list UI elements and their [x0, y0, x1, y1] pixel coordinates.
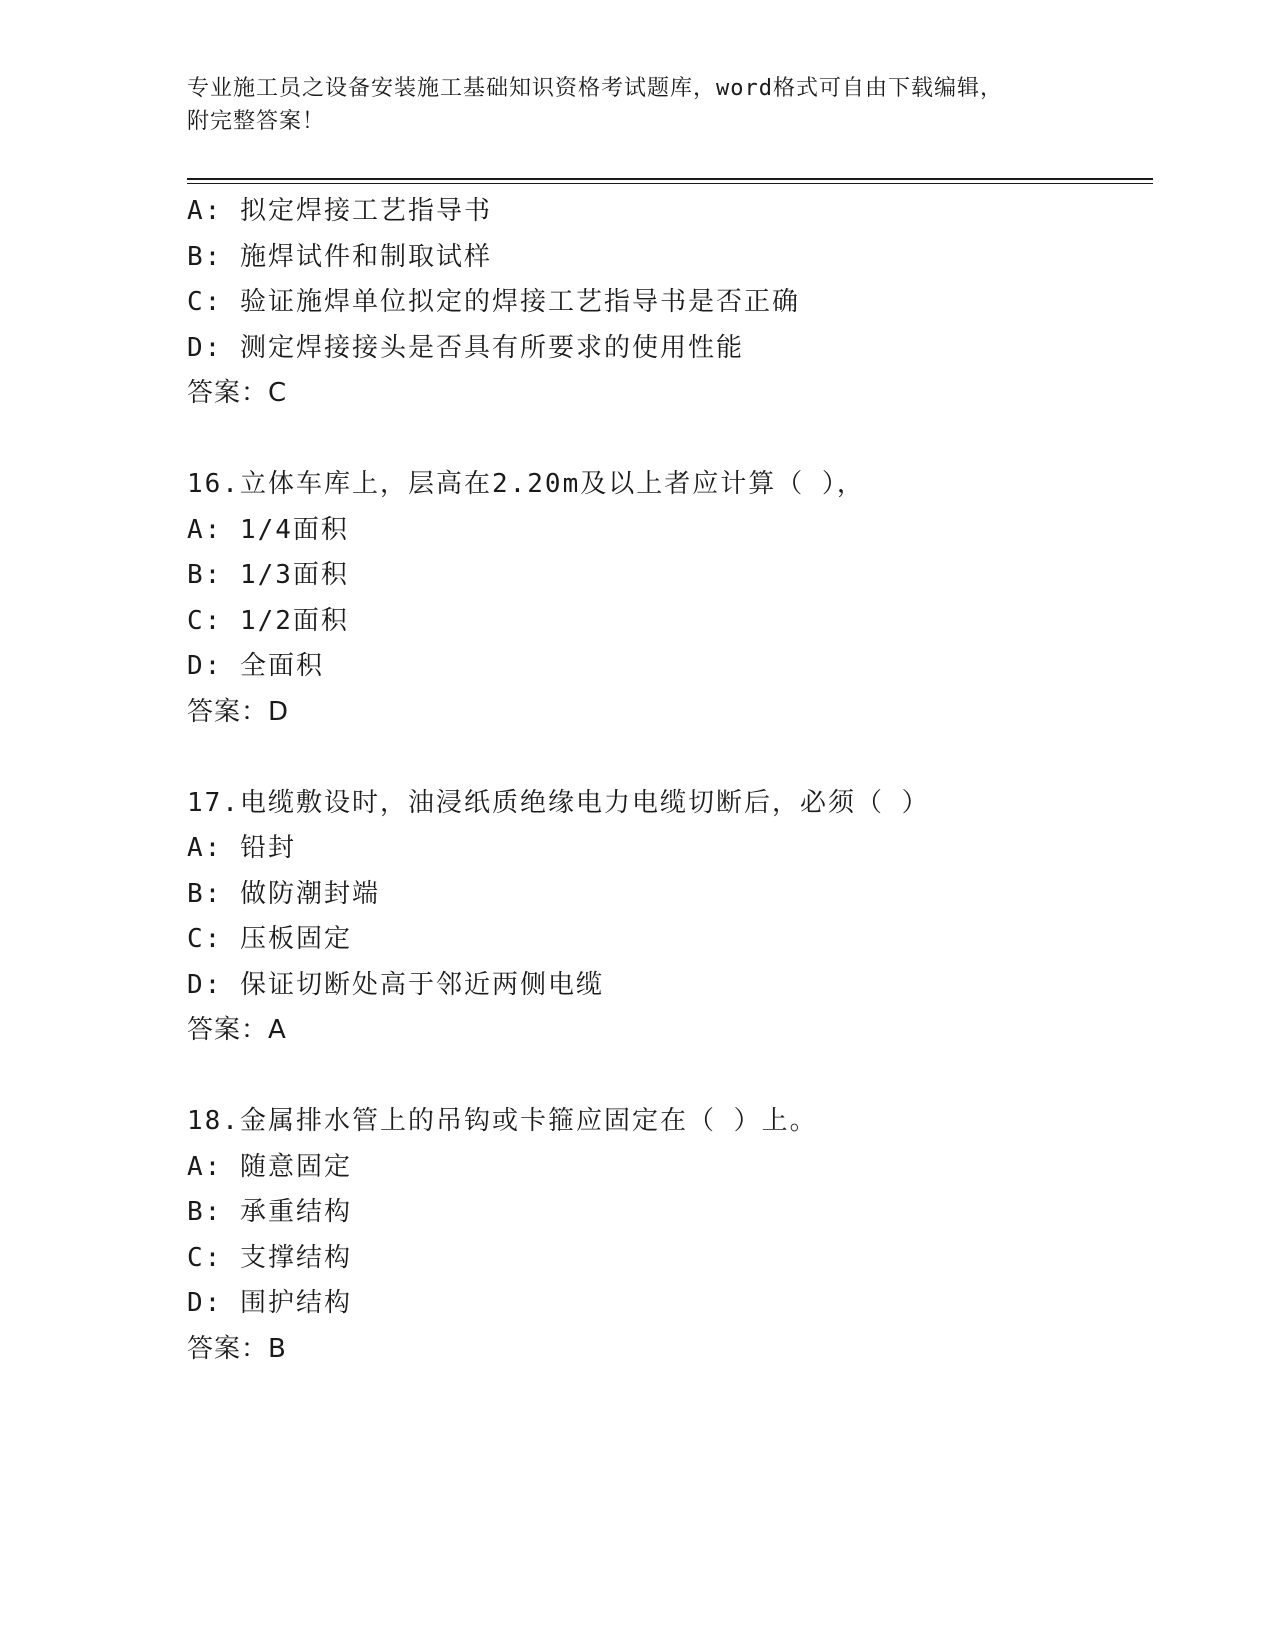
- question-text: 17.电缆敷设时，油浸纸质绝缘电力电缆切断后，必须（ ）: [187, 787, 930, 818]
- option-c: C: 验证施焊单位拟定的焊接工艺指导书是否正确: [187, 287, 800, 317]
- question-block-16: [187, 462, 1147, 735]
- option-c: C: 压板固定: [187, 924, 352, 954]
- option-b: B: 施焊试件和制取试样: [187, 241, 492, 272]
- question-block-18: [187, 1099, 1147, 1372]
- answer-line: 答案：A: [187, 1015, 287, 1045]
- option-a: A: 拟定焊接工艺指导书: [187, 196, 492, 226]
- option-c: C: 1/2面积: [187, 605, 349, 636]
- header-divider: [187, 178, 1153, 180]
- answer-line: 答案：D: [187, 696, 290, 727]
- option-a: A: 铅封: [187, 833, 296, 863]
- question-text: 18.金属排水管上的吊钩或卡箍应固定在（ ）上。: [187, 1106, 818, 1136]
- option-b: B: 1/3面积: [187, 560, 349, 590]
- question-block-15: [187, 189, 1147, 417]
- answer-line: 答案：C: [187, 378, 288, 408]
- option-c: C: 支撑结构: [187, 1242, 352, 1273]
- option-b: B: 做防潮封端: [187, 878, 380, 909]
- option-d: D: 测定焊接接头是否具有所要求的使用性能: [187, 332, 744, 363]
- option-d: D: 全面积: [187, 651, 324, 681]
- option-d: D: 围护结构: [187, 1288, 352, 1318]
- option-a: A: 随意固定: [187, 1151, 352, 1182]
- answer-line: 答案：B: [187, 1333, 287, 1364]
- question-block-17: [187, 781, 1147, 1054]
- header-line-2: 附完整答案！: [187, 109, 326, 134]
- question-list: [187, 189, 1147, 1372]
- header-line-1: 专业施工员之设备安装施工基础知识资格考试题库，word格式可自由下载编辑，: [187, 76, 1003, 101]
- option-d: D: 保证切断处高于邻近两侧电缆: [187, 969, 604, 1000]
- header-divider-thin: [187, 183, 1153, 184]
- spacer: [187, 735, 1147, 781]
- spacer: [187, 417, 1147, 463]
- question-text: 16.立体车库上，层高在2.20m及以上者应计算（ ），: [187, 469, 865, 499]
- spacer: [187, 1054, 1147, 1100]
- document-header: [187, 72, 1087, 138]
- option-a: A: 1/4面积: [187, 514, 349, 545]
- option-b: B: 承重结构: [187, 1197, 352, 1227]
